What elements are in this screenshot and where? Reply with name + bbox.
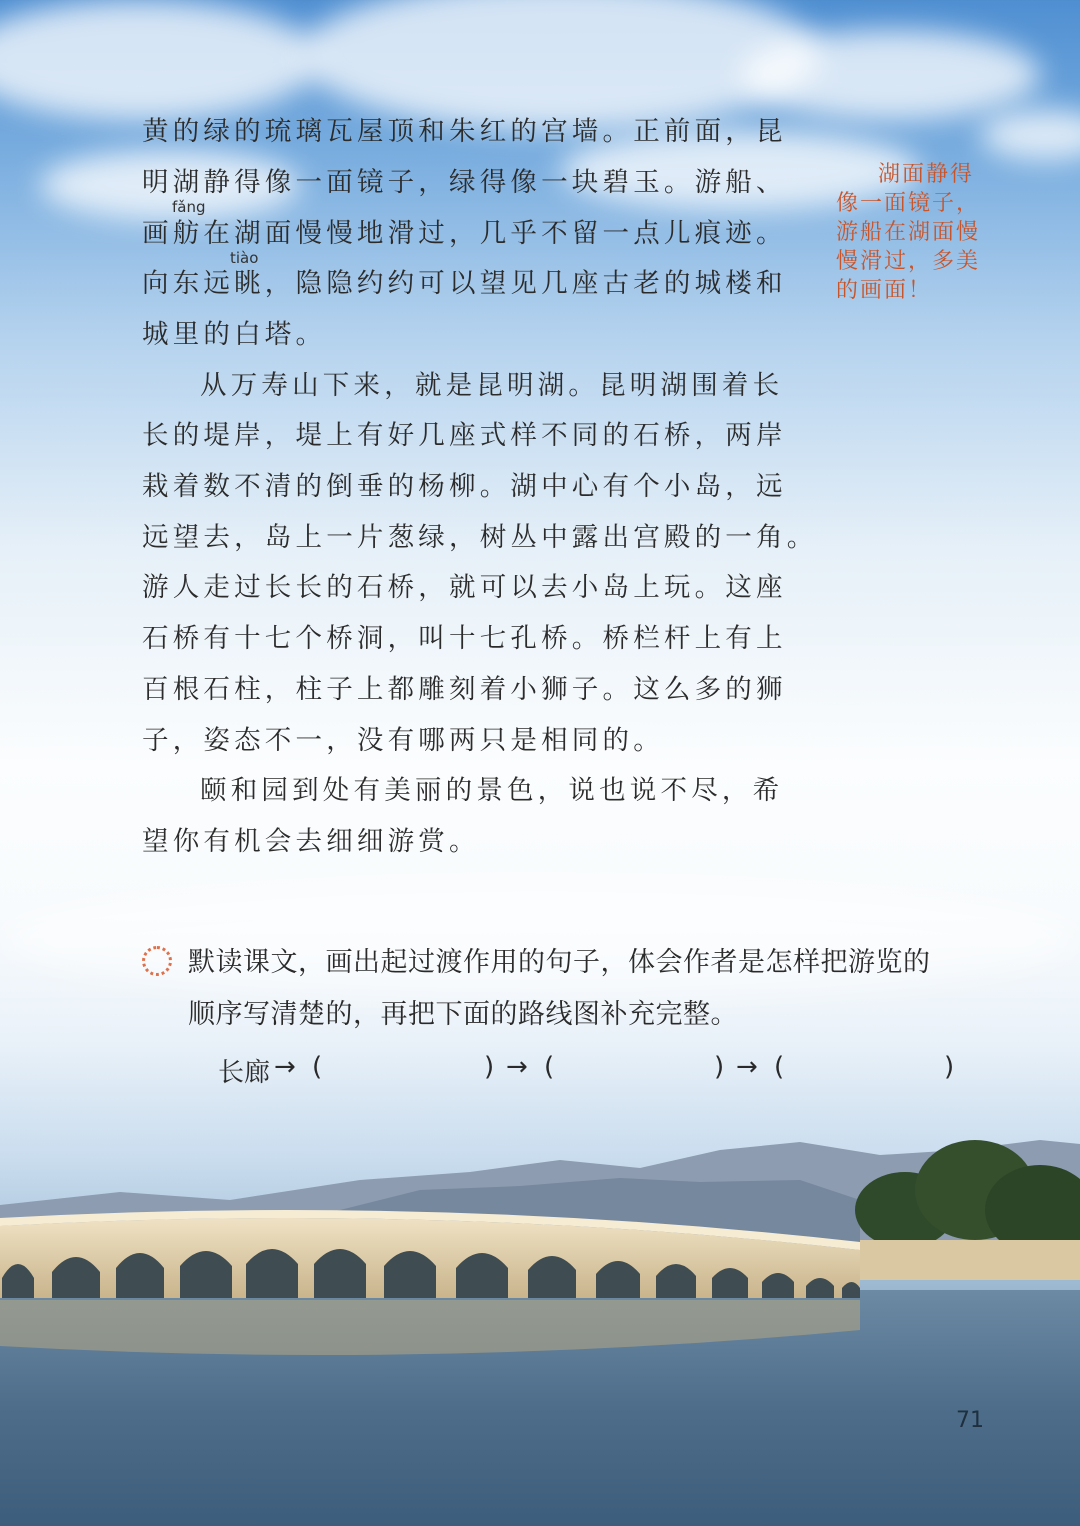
body-line: 颐和园到处有美丽的景色，说也说不尽，希 [200,775,784,806]
body-line: 长的堤岸，堤上有好几座式样不同的石桥，两岸 [142,420,787,451]
margin-note-line: 像一面镜子， [836,191,981,216]
margin-note-line: 游船在湖面慢 [836,220,981,245]
body-line: 百根石柱，柱子上都雕刻着小狮子。这么多的狮 [142,674,787,705]
body-line: 城里的白塔。 [142,319,327,350]
margin-note-line: 的画面！ [836,278,933,303]
seventeen-arch-bridge-photo [0,1120,1080,1526]
body-line: 从万寿山下来，就是昆明湖。昆明湖围着长 [200,370,784,401]
margin-note-line: 慢滑过，多美 [836,249,981,274]
exercise-instruction: 顺序写清楚的，再把下面的路线图补充完整。 [188,999,738,1030]
route-blank-open: ( [774,1052,785,1082]
body-line: 向东远眺，隐隐约约可以望见几座古老的城楼和 [142,268,787,299]
page-number: 71 [956,1408,984,1433]
body-line: 栽着数不清的倒垂的杨柳。湖中心有个小岛，远 [142,471,787,502]
body-line: 画舫在湖面慢慢地滑过，几乎不留一点儿痕迹。 [142,218,787,249]
body-line: 明湖静得像一面镜子，绿得像一块碧玉。游船、 [142,167,787,198]
route-arrow: → [274,1052,296,1082]
exercise-marker-icon [142,946,172,976]
body-line: 黄的绿的琉璃瓦屋顶和朱红的宫墙。正前面，昆 [142,116,787,147]
margin-note-line: 湖面静得 [878,162,975,187]
route-blank-open: ( [312,1052,323,1082]
route-map [0,1052,1080,1092]
body-line: 望你有机会去细细游赏。 [142,826,480,857]
body-line: 子，姿态不一，没有哪两只是相同的。 [142,725,664,756]
route-arrow: → [736,1052,758,1082]
route-blank-close: ) [714,1052,725,1082]
pinyin-annotation: fǎng [172,198,206,216]
body-line: 远望去，岛上一片葱绿，树丛中露出宫殿的一角。 [142,522,818,553]
body-line: 游人走过长长的石桥，就可以去小岛上玩。这座 [142,572,787,603]
body-line: 石桥有十七个桥洞，叫十七孔桥。桥栏杆上有上 [142,623,787,654]
route-arrow: → [506,1052,528,1082]
pinyin-annotation: tiào [230,249,259,267]
exercise-instruction: 默读课文，画出起过渡作用的句子，体会作者是怎样把游览的 [188,947,931,978]
route-blank-close: ) [484,1052,495,1082]
margin-note [836,160,986,305]
route-start: 长廊 [218,1058,271,1088]
route-blank-close: ) [944,1052,955,1082]
route-blank-open: ( [544,1052,555,1082]
